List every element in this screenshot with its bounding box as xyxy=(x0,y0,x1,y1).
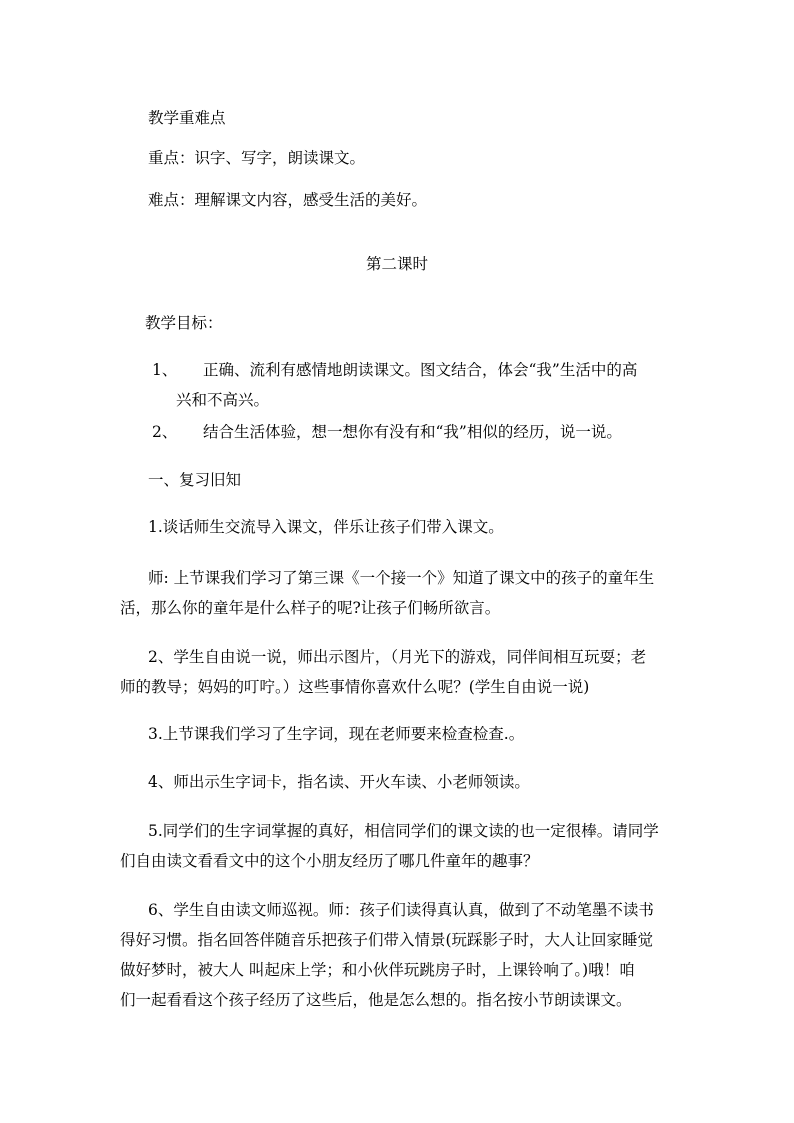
paragraph-line: 得好习惯。指名回答伴随音乐把孩子们带入情景(玩踩影子时，大人让回家睡觉 xyxy=(120,931,654,949)
paragraph-line: 们一起看看这个孩子经历了这些后，他是怎么想的。指名按小节朗读课文。 xyxy=(120,991,632,1009)
objective-2-number: 2、 xyxy=(152,423,178,441)
paragraph-line: 2、学生自由说一说，师出示图片，（月光下的游戏，同伴间相互玩耍；老 xyxy=(148,648,647,666)
objective-1-line-1: 正确、流利有感情地朗读课文。图文结合，体会“我”生活中的高 xyxy=(203,361,638,379)
paragraph-line: 4、师出示生字词卡，指名读、开火车读、小老师领读。 xyxy=(148,773,530,791)
paragraph-line: 1.谈话师生交流导入课文，伴乐让孩子们带入课文。 xyxy=(148,518,504,536)
section-heading: 一、复习旧知 xyxy=(148,471,242,489)
objectives-heading: 教学目标： xyxy=(145,314,223,332)
difficulties-heading: 教学重难点 xyxy=(148,109,226,127)
paragraph-line: 3.上节课我们学习了生字词，现在老师要来检查检查.。 xyxy=(148,725,525,743)
difficult-point: 难点：理解课文内容，感受生活的美好。 xyxy=(148,191,428,209)
paragraph-line: 做好梦时，被大人 叫起床上学；和小伙伴玩跳房子时，上课铃响了。)哦！咱 xyxy=(120,961,635,979)
objective-1-line-2: 兴和不高兴。 xyxy=(176,391,270,409)
objective-2-line-1: 结合生活体验，想一想你有没有和“我”相似的经历，说一说。 xyxy=(203,423,622,441)
paragraph-line: 6、学生自由读文师巡视。师：孩子们读得真认真，做到了不动笔墨不读书 xyxy=(148,901,654,919)
lesson-title: 第二课时 xyxy=(365,255,428,273)
paragraph-line: 5.同学们的生字词掌握的真好，相信同学们的课文读的也一定很棒。请同学 xyxy=(148,822,659,840)
paragraph-line: 活，那么你的童年是什么样子的呢?让孩子们畅所欲言。 xyxy=(120,599,501,617)
paragraph-line: 师的教导；妈妈的叮咛。）这些事情你喜欢什么呢？(学生自由说一说) xyxy=(120,678,590,696)
key-point: 重点：识字、写字，朗读课文。 xyxy=(148,149,366,167)
paragraph-line: 师: 上节课我们学习了第三课《一个接一个》知道了课文中的孩子的童年生 xyxy=(148,569,655,587)
paragraph-line: 们自由读文看看文中的这个小朋友经历了哪几件童年的趣事？ xyxy=(120,852,539,870)
objective-1-number: 1、 xyxy=(152,361,178,379)
